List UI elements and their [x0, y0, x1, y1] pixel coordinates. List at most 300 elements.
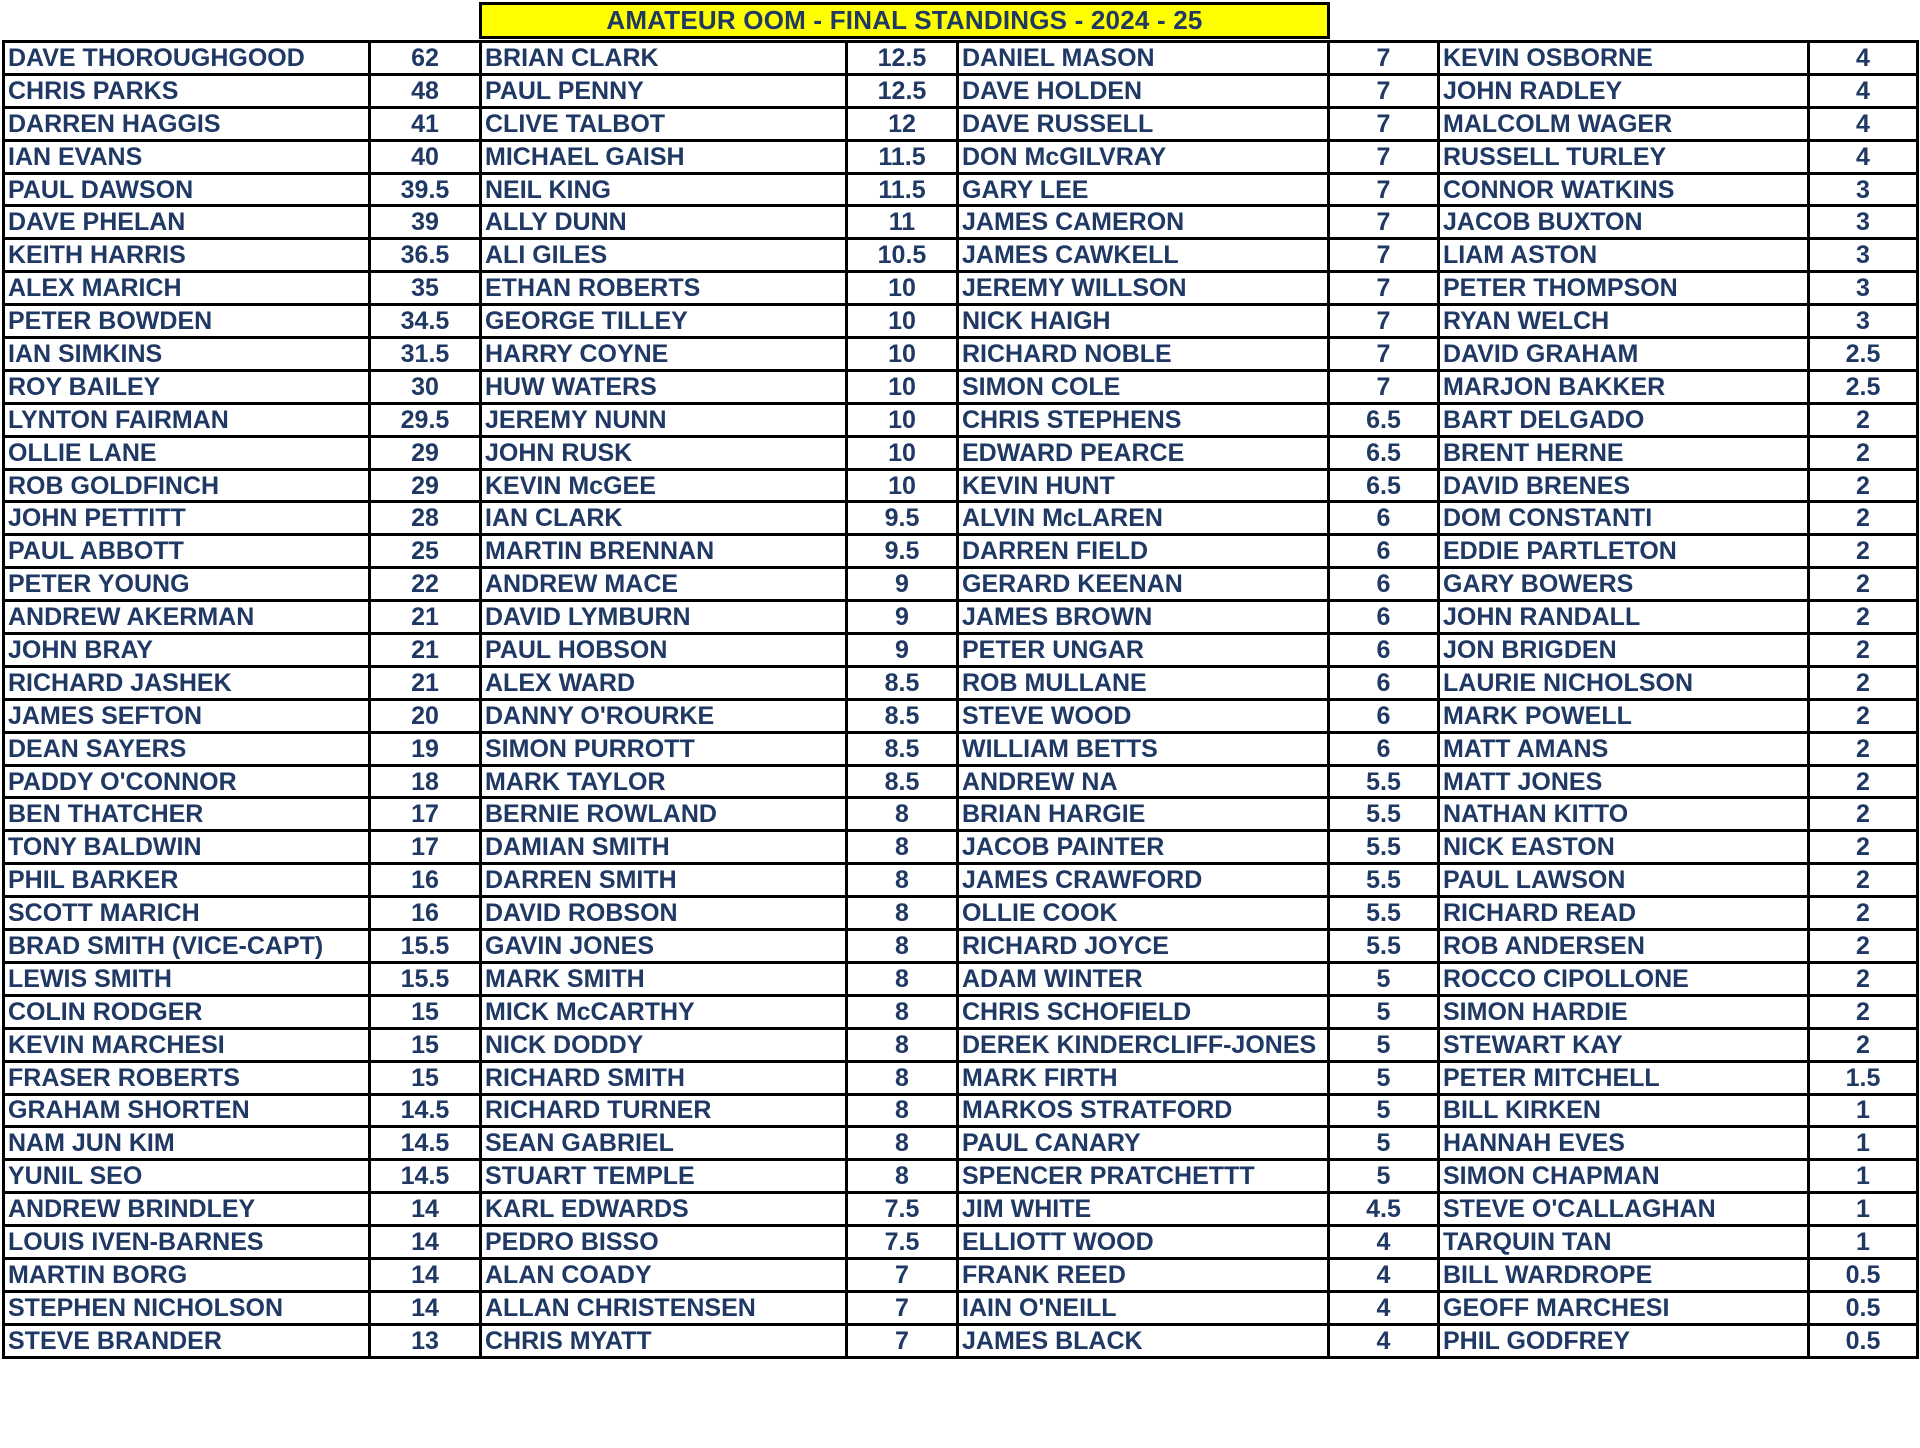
table-row	[4, 831, 1918, 864]
player-points: 14.5	[370, 1094, 481, 1127]
player-name: ROB ANDERSEN	[1439, 930, 1809, 963]
player-points: 12.5	[847, 74, 958, 107]
player-name: SIMON PURROTT	[481, 732, 847, 765]
player-name: PEDRO BISSO	[481, 1226, 847, 1259]
player-points: 12.5	[847, 42, 958, 75]
table-row	[4, 469, 1918, 502]
player-name: PADDY O'CONNOR	[4, 765, 370, 798]
player-name: SIMON CHAPMAN	[1439, 1160, 1809, 1193]
player-name: KEVIN HUNT	[958, 469, 1329, 502]
player-name: ETHAN ROBERTS	[481, 272, 847, 305]
player-points: 6	[1329, 568, 1439, 601]
table-row	[4, 1028, 1918, 1061]
table-row	[4, 239, 1918, 272]
player-name: PAUL DAWSON	[4, 173, 370, 206]
player-points: 7	[1329, 370, 1439, 403]
player-points: 7	[847, 1324, 958, 1357]
table-row	[4, 502, 1918, 535]
player-points: 6	[1329, 666, 1439, 699]
player-name: TONY BALDWIN	[4, 831, 370, 864]
player-points: 1	[1809, 1226, 1918, 1259]
player-name: JACOB PAINTER	[958, 831, 1329, 864]
player-name: IAIN O'NEILL	[958, 1291, 1329, 1324]
player-name: LAURIE NICHOLSON	[1439, 666, 1809, 699]
player-name: GRAHAM SHORTEN	[4, 1094, 370, 1127]
table-row	[4, 305, 1918, 338]
player-name: PAUL HOBSON	[481, 634, 847, 667]
player-points: 3	[1809, 272, 1918, 305]
player-points: 17	[370, 831, 481, 864]
player-name: FRANK REED	[958, 1258, 1329, 1291]
table-row	[4, 1094, 1918, 1127]
player-points: 7	[1329, 140, 1439, 173]
player-points: 1	[1809, 1193, 1918, 1226]
player-points: 2	[1809, 436, 1918, 469]
player-name: DARREN SMITH	[481, 864, 847, 897]
player-name: SEAN GABRIEL	[481, 1127, 847, 1160]
player-points: 3	[1809, 206, 1918, 239]
table-row	[4, 962, 1918, 995]
player-points: 6	[1329, 502, 1439, 535]
player-name: KEITH HARRIS	[4, 239, 370, 272]
player-name: BRAD SMITH (VICE-CAPT)	[4, 930, 370, 963]
player-name: EDWARD PEARCE	[958, 436, 1329, 469]
player-points: 5.5	[1329, 765, 1439, 798]
player-points: 5	[1329, 962, 1439, 995]
player-name: OLLIE COOK	[958, 897, 1329, 930]
player-name: LYNTON FAIRMAN	[4, 403, 370, 436]
player-name: DAVID GRAHAM	[1439, 338, 1809, 371]
table-row	[4, 601, 1918, 634]
player-name: GEORGE TILLEY	[481, 305, 847, 338]
player-points: 5	[1329, 995, 1439, 1028]
player-points: 1	[1809, 1127, 1918, 1160]
player-points: 6.5	[1329, 403, 1439, 436]
player-name: GAVIN JONES	[481, 930, 847, 963]
table-row	[4, 338, 1918, 371]
player-points: 10	[847, 436, 958, 469]
player-points: 0.5	[1809, 1258, 1918, 1291]
player-points: 5.5	[1329, 930, 1439, 963]
player-points: 2	[1809, 732, 1918, 765]
player-points: 8	[847, 798, 958, 831]
player-name: DARREN FIELD	[958, 535, 1329, 568]
player-points: 17	[370, 798, 481, 831]
player-name: PETER YOUNG	[4, 568, 370, 601]
table-row	[4, 272, 1918, 305]
player-name: DARREN HAGGIS	[4, 107, 370, 140]
table-row	[4, 897, 1918, 930]
player-name: RICHARD JASHEK	[4, 666, 370, 699]
table-row	[4, 634, 1918, 667]
player-name: MALCOLM WAGER	[1439, 107, 1809, 140]
player-name: MICHAEL GAISH	[481, 140, 847, 173]
player-points: 14	[370, 1258, 481, 1291]
player-name: PAUL ABBOTT	[4, 535, 370, 568]
player-name: JACOB BUXTON	[1439, 206, 1809, 239]
player-name: OLLIE LANE	[4, 436, 370, 469]
player-points: 5.5	[1329, 864, 1439, 897]
player-points: 2	[1809, 502, 1918, 535]
player-name: GERARD KEENAN	[958, 568, 1329, 601]
table-row	[4, 140, 1918, 173]
player-points: 10	[847, 370, 958, 403]
player-points: 2	[1809, 469, 1918, 502]
player-points: 36.5	[370, 239, 481, 272]
table-row	[4, 1160, 1918, 1193]
player-name: NICK HAIGH	[958, 305, 1329, 338]
player-name: PETER UNGAR	[958, 634, 1329, 667]
player-points: 2	[1809, 962, 1918, 995]
player-points: 3	[1809, 305, 1918, 338]
player-points: 14	[370, 1226, 481, 1259]
player-name: MARTIN BRENNAN	[481, 535, 847, 568]
player-name: JAMES CAWKELL	[958, 239, 1329, 272]
player-name: PETER MITCHELL	[1439, 1061, 1809, 1094]
player-name: DOM CONSTANTI	[1439, 502, 1809, 535]
player-name: STEVE BRANDER	[4, 1324, 370, 1357]
player-name: HUW WATERS	[481, 370, 847, 403]
table-row	[4, 1324, 1918, 1357]
player-points: 29	[370, 436, 481, 469]
player-points: 2	[1809, 1028, 1918, 1061]
player-points: 2	[1809, 568, 1918, 601]
player-name: EDDIE PARTLETON	[1439, 535, 1809, 568]
player-points: 11	[847, 206, 958, 239]
player-points: 2.5	[1809, 370, 1918, 403]
player-name: BILL KIRKEN	[1439, 1094, 1809, 1127]
player-points: 7	[1329, 206, 1439, 239]
player-points: 4	[1329, 1291, 1439, 1324]
player-points: 35	[370, 272, 481, 305]
player-name: DAVE PHELAN	[4, 206, 370, 239]
player-name: BRENT HERNE	[1439, 436, 1809, 469]
player-points: 2	[1809, 897, 1918, 930]
player-points: 21	[370, 666, 481, 699]
player-points: 4	[1809, 42, 1918, 75]
player-points: 2	[1809, 864, 1918, 897]
player-name: CHRIS MYATT	[481, 1324, 847, 1357]
player-name: PHIL BARKER	[4, 864, 370, 897]
player-points: 12	[847, 107, 958, 140]
table-row	[4, 74, 1918, 107]
player-name: DANIEL MASON	[958, 42, 1329, 75]
player-points: 8	[847, 962, 958, 995]
player-name: YUNIL SEO	[4, 1160, 370, 1193]
player-name: DANNY O'ROURKE	[481, 699, 847, 732]
player-points: 4	[1809, 140, 1918, 173]
player-points: 7	[1329, 173, 1439, 206]
player-name: STEVE WOOD	[958, 699, 1329, 732]
player-name: JOHN BRAY	[4, 634, 370, 667]
player-points: 5	[1329, 1160, 1439, 1193]
player-points: 2	[1809, 699, 1918, 732]
player-points: 0.5	[1809, 1324, 1918, 1357]
player-points: 14.5	[370, 1127, 481, 1160]
player-name: GARY LEE	[958, 173, 1329, 206]
player-points: 5.5	[1329, 897, 1439, 930]
player-name: PETER THOMPSON	[1439, 272, 1809, 305]
player-points: 9.5	[847, 535, 958, 568]
player-points: 8	[847, 1160, 958, 1193]
player-points: 6	[1329, 634, 1439, 667]
player-name: ALI GILES	[481, 239, 847, 272]
player-name: BEN THATCHER	[4, 798, 370, 831]
player-points: 8	[847, 1094, 958, 1127]
player-points: 1	[1809, 1094, 1918, 1127]
player-points: 7	[847, 1258, 958, 1291]
player-points: 40	[370, 140, 481, 173]
player-points: 25	[370, 535, 481, 568]
player-points: 7	[1329, 74, 1439, 107]
player-name: MARJON BAKKER	[1439, 370, 1809, 403]
player-points: 8.5	[847, 765, 958, 798]
player-points: 11.5	[847, 173, 958, 206]
standings-body	[4, 42, 1918, 1358]
player-name: BRIAN HARGIE	[958, 798, 1329, 831]
player-name: MARK POWELL	[1439, 699, 1809, 732]
player-name: RICHARD NOBLE	[958, 338, 1329, 371]
table-row	[4, 765, 1918, 798]
player-name: RUSSELL TURLEY	[1439, 140, 1809, 173]
player-points: 16	[370, 864, 481, 897]
player-points: 4	[1329, 1324, 1439, 1357]
player-points: 6	[1329, 699, 1439, 732]
table-row	[4, 1061, 1918, 1094]
player-name: JEREMY NUNN	[481, 403, 847, 436]
player-points: 8.5	[847, 666, 958, 699]
player-points: 6	[1329, 535, 1439, 568]
table-row	[4, 864, 1918, 897]
player-name: DAVID ROBSON	[481, 897, 847, 930]
player-name: HARRY COYNE	[481, 338, 847, 371]
player-name: ALEX WARD	[481, 666, 847, 699]
player-points: 9	[847, 568, 958, 601]
player-name: IAN CLARK	[481, 502, 847, 535]
player-name: JAMES BLACK	[958, 1324, 1329, 1357]
player-name: DEREK KINDERCLIFF-JONES	[958, 1028, 1329, 1061]
player-points: 6.5	[1329, 469, 1439, 502]
player-points: 2	[1809, 535, 1918, 568]
player-name: KEVIN MARCHESI	[4, 1028, 370, 1061]
player-name: JOHN RADLEY	[1439, 74, 1809, 107]
player-name: BART DELGADO	[1439, 403, 1809, 436]
player-name: NATHAN KITTO	[1439, 798, 1809, 831]
player-points: 28	[370, 502, 481, 535]
player-name: STUART TEMPLE	[481, 1160, 847, 1193]
player-name: IAN SIMKINS	[4, 338, 370, 371]
player-points: 15.5	[370, 930, 481, 963]
player-points: 20	[370, 699, 481, 732]
table-row	[4, 1127, 1918, 1160]
player-name: DEAN SAYERS	[4, 732, 370, 765]
player-points: 2	[1809, 831, 1918, 864]
player-name: ANDREW AKERMAN	[4, 601, 370, 634]
player-points: 8	[847, 1028, 958, 1061]
player-points: 9	[847, 634, 958, 667]
table-row	[4, 666, 1918, 699]
player-name: ALEX MARICH	[4, 272, 370, 305]
player-points: 2.5	[1809, 338, 1918, 371]
table-row	[4, 403, 1918, 436]
player-points: 2	[1809, 634, 1918, 667]
player-points: 5	[1329, 1127, 1439, 1160]
table-row	[4, 930, 1918, 963]
player-points: 3	[1809, 173, 1918, 206]
player-name: SIMON HARDIE	[1439, 995, 1809, 1028]
player-name: CHRIS PARKS	[4, 74, 370, 107]
player-name: RICHARD READ	[1439, 897, 1809, 930]
player-points: 5	[1329, 1061, 1439, 1094]
player-name: SPENCER PRATCHETTT	[958, 1160, 1329, 1193]
table-row	[4, 568, 1918, 601]
player-name: LIAM ASTON	[1439, 239, 1809, 272]
player-name: PHIL GODFREY	[1439, 1324, 1809, 1357]
table-row	[4, 995, 1918, 1028]
player-name: ELLIOTT WOOD	[958, 1226, 1329, 1259]
player-name: ALVIN McLAREN	[958, 502, 1329, 535]
player-name: LOUIS IVEN-BARNES	[4, 1226, 370, 1259]
player-points: 4	[1329, 1258, 1439, 1291]
player-points: 7.5	[847, 1193, 958, 1226]
player-points: 29.5	[370, 403, 481, 436]
table-row	[4, 1258, 1918, 1291]
player-points: 8	[847, 864, 958, 897]
player-points: 7	[1329, 305, 1439, 338]
player-name: GEOFF MARCHESI	[1439, 1291, 1809, 1324]
player-points: 5	[1329, 1094, 1439, 1127]
player-name: MICK McCARTHY	[481, 995, 847, 1028]
player-points: 48	[370, 74, 481, 107]
table-row	[4, 699, 1918, 732]
player-name: RYAN WELCH	[1439, 305, 1809, 338]
player-name: CONNOR WATKINS	[1439, 173, 1809, 206]
player-name: IAN EVANS	[4, 140, 370, 173]
standings-table	[2, 40, 1919, 1359]
player-points: 5.5	[1329, 831, 1439, 864]
player-name: CLIVE TALBOT	[481, 107, 847, 140]
player-name: ROY BAILEY	[4, 370, 370, 403]
player-name: PETER BOWDEN	[4, 305, 370, 338]
player-name: STEPHEN NICHOLSON	[4, 1291, 370, 1324]
player-name: SCOTT MARICH	[4, 897, 370, 930]
player-points: 0.5	[1809, 1291, 1918, 1324]
player-points: 5	[1329, 1028, 1439, 1061]
player-points: 10	[847, 338, 958, 371]
player-name: JAMES CAMERON	[958, 206, 1329, 239]
player-name: ROCCO CIPOLLONE	[1439, 962, 1809, 995]
player-name: ANDREW NA	[958, 765, 1329, 798]
table-row	[4, 107, 1918, 140]
player-name: KEVIN McGEE	[481, 469, 847, 502]
player-points: 6	[1329, 732, 1439, 765]
player-points: 7	[1329, 42, 1439, 75]
player-name: JOHN PETTITT	[4, 502, 370, 535]
player-name: MARTIN BORG	[4, 1258, 370, 1291]
player-name: JAMES BROWN	[958, 601, 1329, 634]
player-points: 6.5	[1329, 436, 1439, 469]
player-points: 29	[370, 469, 481, 502]
player-name: LEWIS SMITH	[4, 962, 370, 995]
player-name: GARY BOWERS	[1439, 568, 1809, 601]
player-points: 15	[370, 1028, 481, 1061]
player-points: 22	[370, 568, 481, 601]
player-name: RICHARD SMITH	[481, 1061, 847, 1094]
player-points: 8.5	[847, 699, 958, 732]
player-points: 16	[370, 897, 481, 930]
player-points: 15	[370, 1061, 481, 1094]
player-points: 4	[1329, 1226, 1439, 1259]
player-points: 8	[847, 1061, 958, 1094]
player-name: TARQUIN TAN	[1439, 1226, 1809, 1259]
player-points: 31.5	[370, 338, 481, 371]
player-points: 8	[847, 831, 958, 864]
player-points: 7.5	[847, 1226, 958, 1259]
player-name: JOHN RANDALL	[1439, 601, 1809, 634]
player-points: 10	[847, 272, 958, 305]
player-points: 4	[1809, 74, 1918, 107]
player-name: PAUL LAWSON	[1439, 864, 1809, 897]
player-points: 5.5	[1329, 798, 1439, 831]
player-points: 8.5	[847, 732, 958, 765]
player-name: DAVID LYMBURN	[481, 601, 847, 634]
player-name: NAM JUN KIM	[4, 1127, 370, 1160]
table-row	[4, 1291, 1918, 1324]
player-name: JAMES CRAWFORD	[958, 864, 1329, 897]
player-name: WILLIAM BETTS	[958, 732, 1329, 765]
player-points: 9.5	[847, 502, 958, 535]
player-points: 62	[370, 42, 481, 75]
player-points: 21	[370, 634, 481, 667]
player-points: 8	[847, 930, 958, 963]
player-points: 13	[370, 1324, 481, 1357]
player-name: ROB GOLDFINCH	[4, 469, 370, 502]
player-points: 10	[847, 403, 958, 436]
player-points: 7	[1329, 239, 1439, 272]
player-points: 8	[847, 995, 958, 1028]
table-row	[4, 798, 1918, 831]
player-points: 3	[1809, 239, 1918, 272]
player-points: 10	[847, 469, 958, 502]
player-name: MARKOS STRATFORD	[958, 1094, 1329, 1127]
player-name: JOHN RUSK	[481, 436, 847, 469]
player-points: 9	[847, 601, 958, 634]
player-points: 6	[1329, 601, 1439, 634]
player-points: 14.5	[370, 1160, 481, 1193]
player-points: 7	[1329, 272, 1439, 305]
player-points: 4.5	[1329, 1193, 1439, 1226]
player-name: NICK DODDY	[481, 1028, 847, 1061]
player-name: MARK FIRTH	[958, 1061, 1329, 1094]
player-points: 15.5	[370, 962, 481, 995]
player-points: 2	[1809, 666, 1918, 699]
player-points: 34.5	[370, 305, 481, 338]
player-name: RICHARD TURNER	[481, 1094, 847, 1127]
player-name: ALLY DUNN	[481, 206, 847, 239]
player-points: 14	[370, 1291, 481, 1324]
player-name: ALLAN CHRISTENSEN	[481, 1291, 847, 1324]
table-row	[4, 436, 1918, 469]
standings-title: AMATEUR OOM - FINAL STANDINGS - 2024 - 25	[479, 2, 1330, 39]
player-points: 10.5	[847, 239, 958, 272]
player-name: STEWART KAY	[1439, 1028, 1809, 1061]
player-name: ROB MULLANE	[958, 666, 1329, 699]
player-name: ANDREW BRINDLEY	[4, 1193, 370, 1226]
player-name: CHRIS SCHOFIELD	[958, 995, 1329, 1028]
player-name: ADAM WINTER	[958, 962, 1329, 995]
table-row	[4, 535, 1918, 568]
player-name: ANDREW MACE	[481, 568, 847, 601]
